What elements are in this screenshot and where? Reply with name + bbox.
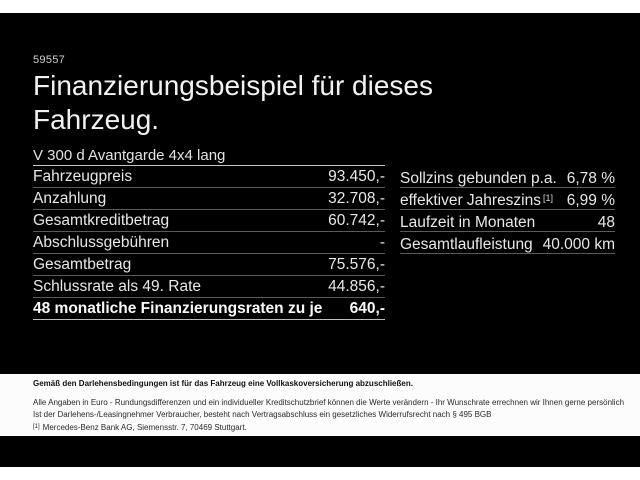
table-row (400, 210, 615, 232)
fine-print-footnote (33, 423, 247, 432)
row-value: 44.856,- (328, 278, 385, 295)
row-value: - (379, 234, 385, 251)
black-slide (0, 13, 640, 467)
financing-cost-table (33, 165, 385, 320)
row-label: Schlussrate als 49. Rate (33, 278, 202, 295)
table-row (33, 210, 385, 232)
footnote-marker: [1] (33, 424, 40, 430)
row-label: Laufzeit in Monaten (400, 214, 536, 231)
row-label: Gesamtkreditbetrag (33, 212, 170, 229)
row-value: 40.000 km (542, 236, 615, 253)
row-label: Gesamtlaufleistung (400, 236, 533, 253)
table-row (33, 166, 385, 188)
row-value: 32.708,- (328, 190, 385, 207)
row-value: 93.450,- (328, 168, 385, 185)
row-value: 6,78 % (566, 170, 615, 187)
row-label: Gesamtbetrag (33, 256, 132, 273)
table-row (33, 232, 385, 254)
table-row (400, 232, 615, 254)
vehicle-model-name: V 300 d Avantgarde 4x4 lang (33, 147, 226, 164)
row-value: 75.576,- (328, 256, 385, 273)
fine-print-disclaimer-2: Ist der Darlehens-/Leasingnehmer Verbraucher, besteht nach Vertragsabschluss ein gesetzliches Widerrufsrecht nach § 495 BGB (33, 410, 492, 419)
fine-print-section (0, 374, 640, 436)
table-row-monthly-rate (33, 298, 385, 320)
row-label: Anzahlung (33, 190, 107, 207)
row-value: 6,99 % (566, 192, 615, 209)
financing-terms-table (400, 166, 615, 254)
table-row (400, 188, 615, 210)
row-label: 48 monatliche Finanzierungsraten zu je (33, 300, 323, 317)
footnote-text: Mercedes-Benz Bank AG, Siemensstr. 7, 70469 Stuttgart. (42, 423, 247, 432)
row-value: 48 (597, 214, 615, 231)
table-row (33, 276, 385, 298)
row-value: 640,- (349, 300, 385, 317)
row-label: Abschlussgebühren (33, 234, 170, 251)
fine-print-disclaimer-1: Alle Angaben in Euro - Rundungsdifferenzen und ein individueller Kreditschutzbrief können die Werte verändern - Ihr Wunschrate errechnen wir Ihnen gerne persönlich (33, 398, 625, 407)
row-label: Fahrzeugpreis (33, 168, 133, 185)
row-label: Sollzins gebunden p.a. (400, 170, 557, 187)
fine-print-insurance-note: Gemäß den Darlehensbedingungen ist für das Fahrzeug eine Vollkaskoversicherung abzuschließen. (33, 379, 413, 388)
page-title: Finanzierungsbeispiel für dieses Fahrzeug. (33, 70, 433, 135)
row-label: effektiver Jahreszins [1] (400, 192, 554, 209)
listing-id: 59557 (33, 54, 66, 66)
footnote-marker: [1] (543, 193, 554, 203)
table-row (33, 254, 385, 276)
row-value: 60.742,- (328, 212, 385, 229)
table-row (400, 166, 615, 188)
table-row (33, 188, 385, 210)
